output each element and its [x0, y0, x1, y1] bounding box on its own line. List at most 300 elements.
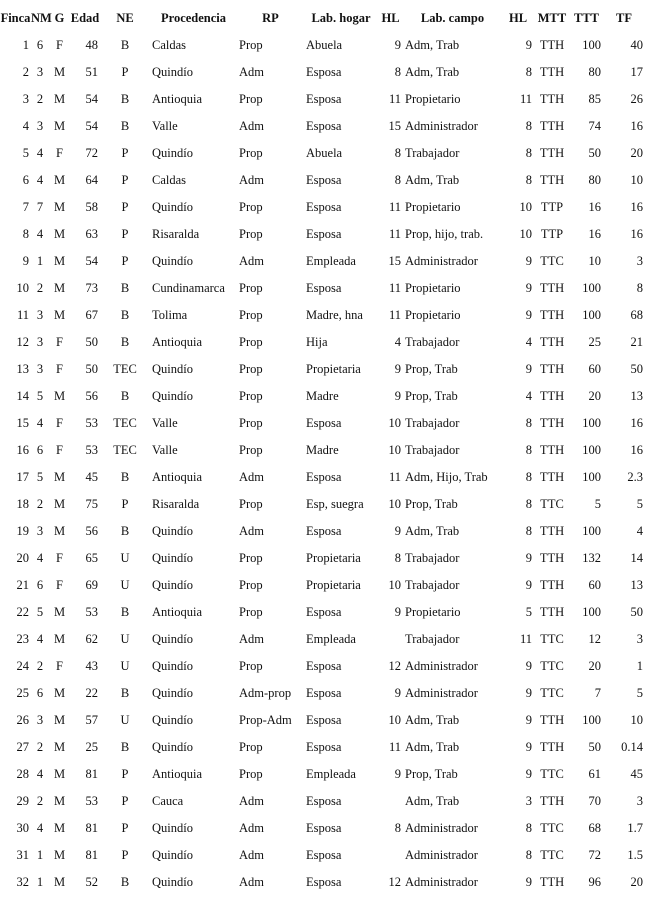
- cell-lab-hogar: Esposa: [306, 65, 342, 79]
- table-row: [0, 518, 645, 545]
- cell-ttt: 72: [588, 848, 601, 862]
- cell-hl-hogar: 10: [388, 578, 401, 592]
- cell-g: M: [53, 605, 66, 619]
- cell-ne: P: [121, 821, 129, 835]
- cell-tf: 13: [630, 389, 643, 403]
- table-row: [0, 140, 645, 167]
- cell-edad: 54: [85, 254, 98, 268]
- table-row: [0, 653, 645, 680]
- cell-hl-campo: 8: [525, 416, 532, 430]
- header-g: G: [54, 10, 65, 25]
- cell-hl-hogar: 8: [394, 173, 401, 187]
- cell-g: M: [53, 173, 66, 187]
- cell-tf: 5: [636, 497, 643, 511]
- cell-procedencia: Valle: [152, 443, 178, 457]
- cell-ttt: 20: [588, 389, 601, 403]
- cell-tf: 1: [636, 659, 643, 673]
- cell-tf: 16: [630, 119, 643, 133]
- cell-mtt: TTH: [539, 605, 565, 619]
- cell-hl-campo: 8: [525, 497, 532, 511]
- table-row: [0, 383, 645, 410]
- cell-rp: Prop: [239, 551, 263, 565]
- table-row: [0, 599, 645, 626]
- cell-lab-campo: Adm, Hijo, Trab: [405, 470, 488, 484]
- cell-hl-hogar: 11: [388, 92, 401, 106]
- cell-lab-campo: Prop, Trab: [405, 362, 458, 376]
- cell-nm: 4: [36, 632, 44, 646]
- cell-nm: 6: [36, 443, 44, 457]
- cell-lab-hogar: Esposa: [306, 200, 342, 214]
- table-row: [0, 437, 645, 464]
- cell-nm: 3: [36, 65, 44, 79]
- cell-lab-campo: Adm, Trab: [405, 713, 460, 727]
- cell-mtt: TTH: [539, 308, 565, 322]
- cell-g: F: [56, 146, 63, 160]
- cell-g: M: [53, 713, 66, 727]
- cell-lab-hogar: Esposa: [306, 875, 342, 889]
- cell-tf: 3: [636, 254, 643, 268]
- cell-ttt: 50: [588, 740, 601, 754]
- cell-hl-campo: 9: [525, 551, 532, 565]
- cell-finca: 24: [16, 659, 29, 673]
- cell-hl-campo: 9: [525, 713, 532, 727]
- cell-tf: 3: [636, 632, 643, 646]
- cell-hl-hogar: 9: [394, 38, 401, 52]
- cell-ne: P: [121, 254, 129, 268]
- cell-hl-campo: 8: [525, 146, 532, 160]
- cell-rp: Prop: [239, 92, 263, 106]
- cell-nm: 6: [36, 686, 44, 700]
- cell-lab-hogar: Madre, hna: [306, 308, 363, 322]
- cell-g: F: [56, 362, 63, 376]
- header-lab-campo: Lab. campo: [420, 10, 485, 25]
- cell-g: F: [56, 38, 63, 52]
- cell-procedencia: Quindío: [152, 200, 193, 214]
- cell-hl-hogar: 11: [388, 740, 401, 754]
- cell-tf: 1.7: [627, 821, 643, 835]
- cell-hl-campo: 8: [525, 65, 532, 79]
- cell-tf: 16: [630, 227, 643, 241]
- cell-hl-hogar: 9: [394, 362, 401, 376]
- cell-lab-campo: Prop, hijo, trab.: [405, 227, 484, 241]
- cell-lab-hogar: Propietaria: [306, 362, 361, 376]
- cell-edad: 50: [85, 335, 98, 349]
- cell-edad: 52: [85, 875, 98, 889]
- cell-ne: U: [120, 551, 130, 565]
- cell-rp: Adm: [239, 632, 264, 646]
- cell-finca: 29: [16, 794, 29, 808]
- cell-mtt: TTC: [540, 848, 564, 862]
- cell-hl-campo: 8: [525, 848, 532, 862]
- cell-finca: 6: [22, 173, 29, 187]
- cell-rp: Adm: [239, 848, 264, 862]
- cell-mtt: TTH: [539, 551, 565, 565]
- cell-edad: 81: [85, 767, 98, 781]
- cell-edad: 53: [85, 605, 98, 619]
- cell-lab-campo: Adm, Trab: [405, 38, 460, 52]
- table-row: [0, 572, 645, 599]
- cell-lab-hogar: Esposa: [306, 605, 342, 619]
- cell-lab-hogar: Abuela: [306, 38, 343, 52]
- cell-lab-hogar: Esposa: [306, 659, 342, 673]
- cell-rp: Prop: [239, 605, 263, 619]
- cell-hl-campo: 3: [525, 794, 532, 808]
- cell-procedencia: Antioquia: [152, 605, 202, 619]
- cell-lab-campo: Propietario: [405, 605, 461, 619]
- cell-lab-hogar: Empleada: [306, 632, 356, 646]
- cell-edad: 56: [85, 389, 98, 403]
- cell-lab-hogar: Propietaria: [306, 551, 361, 565]
- cell-mtt: TTH: [539, 65, 565, 79]
- cell-finca: 25: [16, 686, 29, 700]
- cell-ttt: 25: [588, 335, 601, 349]
- cell-nm: 2: [36, 740, 44, 754]
- cell-procedencia: Valle: [152, 119, 178, 133]
- cell-finca: 31: [16, 848, 29, 862]
- cell-lab-campo: Prop, Trab: [405, 389, 458, 403]
- header-tf: TF: [616, 10, 632, 25]
- cell-g: M: [53, 497, 66, 511]
- cell-tf: 40: [630, 38, 643, 52]
- cell-lab-campo: Prop, Trab: [405, 497, 458, 511]
- cell-procedencia: Quindío: [152, 686, 193, 700]
- cell-mtt: TTP: [540, 227, 564, 241]
- cell-edad: 63: [85, 227, 98, 241]
- cell-hl-hogar: 11: [388, 227, 401, 241]
- cell-finca: 30: [16, 821, 29, 835]
- cell-edad: 48: [85, 38, 98, 52]
- cell-g: M: [53, 875, 66, 889]
- cell-lab-hogar: Esposa: [306, 92, 342, 106]
- cell-hl-hogar: 10: [388, 497, 401, 511]
- cell-rp: Prop: [239, 389, 263, 403]
- cell-procedencia: Antioquia: [152, 335, 202, 349]
- cell-hl-campo: 9: [525, 281, 532, 295]
- cell-hl-campo: 11: [519, 632, 532, 646]
- cell-hl-campo: 9: [525, 659, 532, 673]
- cell-lab-campo: Adm, Trab: [405, 173, 460, 187]
- cell-g: M: [53, 65, 66, 79]
- cell-g: M: [53, 281, 66, 295]
- cell-finca: 23: [16, 632, 29, 646]
- cell-g: F: [56, 551, 63, 565]
- cell-edad: 67: [85, 308, 98, 322]
- table-row: [0, 626, 645, 653]
- cell-ne: U: [120, 578, 130, 592]
- cell-hl-hogar: 10: [388, 416, 401, 430]
- header-rp: RP: [262, 10, 279, 25]
- cell-finca: 13: [16, 362, 29, 376]
- cell-hl-campo: 11: [519, 92, 532, 106]
- cell-mtt: TTH: [539, 281, 565, 295]
- cell-lab-campo: Trabajador: [405, 632, 460, 646]
- cell-g: M: [53, 92, 66, 106]
- cell-procedencia: Quindío: [152, 551, 193, 565]
- cell-nm: 7: [36, 200, 44, 214]
- table-row: [0, 869, 645, 896]
- cell-procedencia: Quindío: [152, 146, 193, 160]
- cell-g: F: [56, 416, 63, 430]
- header-row: [0, 4, 645, 32]
- cell-rp: Adm: [239, 173, 264, 187]
- cell-ttt: 74: [588, 119, 601, 133]
- table-row: [0, 32, 645, 59]
- cell-ttt: 60: [588, 362, 601, 376]
- cell-tf: 1.5: [627, 848, 643, 862]
- cell-lab-campo: Trabajador: [405, 578, 460, 592]
- cell-hl-campo: 9: [525, 308, 532, 322]
- cell-lab-hogar: Empleada: [306, 254, 356, 268]
- cell-edad: 53: [85, 416, 98, 430]
- cell-lab-hogar: Esp, suegra: [306, 497, 364, 511]
- table-row: [0, 59, 645, 86]
- cell-g: F: [56, 443, 63, 457]
- cell-hl-hogar: [378, 842, 403, 869]
- cell-lab-campo: Administrador: [405, 875, 478, 889]
- cell-lab-campo: Administrador: [405, 848, 478, 862]
- cell-tf: 2.3: [627, 470, 643, 484]
- cell-finca: 9: [22, 254, 29, 268]
- cell-edad: 65: [85, 551, 98, 565]
- cell-tf: 13: [630, 578, 643, 592]
- cell-rp: Adm: [239, 821, 264, 835]
- cell-rp: Prop: [239, 281, 263, 295]
- cell-mtt: TTC: [540, 632, 564, 646]
- cell-tf: 21: [630, 335, 643, 349]
- cell-edad: 81: [85, 821, 98, 835]
- cell-lab-hogar: Esposa: [306, 740, 342, 754]
- cell-hl-hogar: 8: [394, 146, 401, 160]
- cell-ne: P: [121, 200, 129, 214]
- cell-mtt: TTH: [539, 146, 565, 160]
- cell-finca: 17: [16, 470, 29, 484]
- cell-rp: Adm: [239, 254, 264, 268]
- cell-procedencia: Quindío: [152, 524, 193, 538]
- table-row: [0, 356, 645, 383]
- cell-mtt: TTC: [540, 659, 564, 673]
- cell-hl-hogar: 10: [388, 713, 401, 727]
- cell-rp: Prop: [239, 767, 263, 781]
- table-row: [0, 113, 645, 140]
- cell-hl-campo: 9: [525, 38, 532, 52]
- cell-ne: B: [120, 308, 130, 322]
- cell-ttt: 100: [582, 416, 601, 430]
- cell-procedencia: Quindío: [152, 632, 193, 646]
- cell-nm: 5: [36, 605, 44, 619]
- cell-hl-campo: 9: [525, 740, 532, 754]
- cell-ttt: 100: [582, 470, 601, 484]
- cell-rp: Prop: [239, 227, 263, 241]
- cell-ne: U: [120, 659, 130, 673]
- cell-mtt: TTC: [540, 497, 564, 511]
- cell-mtt: TTC: [540, 821, 564, 835]
- cell-rp: Prop: [239, 38, 263, 52]
- cell-nm: 4: [36, 227, 44, 241]
- cell-hl-hogar: 8: [394, 551, 401, 565]
- cell-ne: B: [120, 740, 130, 754]
- cell-ttt: 100: [582, 605, 601, 619]
- cell-edad: 72: [85, 146, 98, 160]
- cell-procedencia: Cauca: [152, 794, 184, 808]
- cell-hl-campo: 9: [525, 254, 532, 268]
- cell-lab-hogar: Esposa: [306, 794, 342, 808]
- cell-tf: 50: [630, 605, 643, 619]
- cell-edad: 64: [85, 173, 98, 187]
- table-row: [0, 194, 645, 221]
- cell-rp: Prop: [239, 443, 263, 457]
- cell-lab-campo: Administrador: [405, 659, 478, 673]
- cell-g: M: [53, 524, 66, 538]
- cell-finca: 21: [16, 578, 29, 592]
- cell-mtt: TTP: [540, 200, 564, 214]
- cell-hl-campo: 9: [525, 767, 532, 781]
- cell-edad: 45: [85, 470, 98, 484]
- table-row: [0, 734, 645, 761]
- cell-procedencia: Quindío: [152, 389, 193, 403]
- cell-lab-campo: Adm, Trab: [405, 794, 460, 808]
- cell-nm: 1: [36, 254, 44, 268]
- cell-finca: 16: [16, 443, 29, 457]
- cell-edad: 56: [85, 524, 98, 538]
- cell-procedencia: Quindío: [152, 848, 193, 862]
- cell-procedencia: Quindío: [152, 821, 193, 835]
- cell-tf: 5: [636, 686, 643, 700]
- cell-procedencia: Cundinamarca: [152, 281, 225, 295]
- cell-hl-campo: 9: [525, 875, 532, 889]
- cell-hl-hogar: 9: [394, 686, 401, 700]
- cell-nm: 3: [36, 713, 44, 727]
- cell-hl-campo: 8: [525, 173, 532, 187]
- cell-lab-campo: Administrador: [405, 686, 478, 700]
- cell-procedencia: Quindío: [152, 659, 193, 673]
- cell-rp: Adm: [239, 119, 264, 133]
- header-hl-campo: HL: [508, 10, 528, 25]
- cell-mtt: TTH: [539, 794, 565, 808]
- cell-ne: B: [120, 119, 130, 133]
- cell-edad: 69: [85, 578, 98, 592]
- cell-lab-campo: Administrador: [405, 254, 478, 268]
- cell-tf: 17: [630, 65, 643, 79]
- cell-mtt: TTH: [539, 173, 565, 187]
- cell-mtt: TTH: [539, 875, 565, 889]
- cell-ttt: 100: [582, 713, 601, 727]
- cell-finca: 27: [16, 740, 29, 754]
- cell-rp: Prop: [239, 497, 263, 511]
- cell-ne: B: [120, 686, 130, 700]
- cell-nm: 5: [36, 389, 44, 403]
- cell-lab-hogar: Esposa: [306, 713, 342, 727]
- cell-ne: P: [121, 146, 129, 160]
- cell-ne: P: [121, 767, 129, 781]
- cell-procedencia: Quindío: [152, 740, 193, 754]
- cell-edad: 57: [85, 713, 98, 727]
- cell-lab-campo: Trabajador: [405, 443, 460, 457]
- cell-hl-campo: 8: [525, 470, 532, 484]
- cell-ne: P: [121, 227, 129, 241]
- cell-hl-hogar: [378, 788, 403, 815]
- cell-ne: U: [120, 632, 130, 646]
- cell-rp: Adm-prop: [239, 686, 292, 700]
- cell-procedencia: Caldas: [152, 173, 187, 187]
- cell-ttt: 68: [588, 821, 601, 835]
- cell-nm: 4: [36, 146, 44, 160]
- cell-mtt: TTH: [539, 389, 565, 403]
- cell-nm: 2: [36, 659, 44, 673]
- cell-ttt: 16: [588, 227, 601, 241]
- cell-finca: 7: [22, 200, 29, 214]
- cell-hl-hogar: 12: [388, 659, 401, 673]
- table-body: [0, 32, 645, 896]
- cell-edad: 43: [85, 659, 98, 673]
- cell-mtt: TTH: [539, 740, 565, 754]
- cell-finca: 12: [16, 335, 29, 349]
- cell-g: M: [53, 254, 66, 268]
- cell-procedencia: Risaralda: [152, 497, 200, 511]
- cell-edad: 54: [85, 92, 98, 106]
- cell-rp: Prop: [239, 578, 263, 592]
- cell-finca: 3: [22, 92, 29, 106]
- cell-finca: 20: [16, 551, 29, 565]
- cell-lab-hogar: Madre: [306, 443, 339, 457]
- table-row: [0, 707, 645, 734]
- cell-ttt: 50: [588, 146, 601, 160]
- cell-procedencia: Risaralda: [152, 227, 200, 241]
- cell-lab-campo: Propietario: [405, 200, 461, 214]
- cell-mtt: TTC: [540, 686, 564, 700]
- cell-ttt: 100: [582, 524, 601, 538]
- cell-lab-campo: Administrador: [405, 119, 478, 133]
- cell-hl-hogar: 11: [388, 470, 401, 484]
- cell-procedencia: Quindío: [152, 875, 193, 889]
- cell-nm: 4: [36, 173, 44, 187]
- cell-rp: Prop: [239, 416, 263, 430]
- cell-tf: 14: [630, 551, 643, 565]
- cell-edad: 54: [85, 119, 98, 133]
- cell-nm: 4: [36, 416, 44, 430]
- cell-g: M: [53, 767, 66, 781]
- cell-lab-campo: Adm, Trab: [405, 524, 460, 538]
- cell-ttt: 5: [594, 497, 601, 511]
- cell-finca: 10: [16, 281, 29, 295]
- cell-finca: 22: [16, 605, 29, 619]
- cell-edad: 75: [85, 497, 98, 511]
- cell-procedencia: Quindío: [152, 362, 193, 376]
- cell-procedencia: Quindío: [152, 65, 193, 79]
- header-lab-hogar: Lab. hogar: [311, 10, 371, 25]
- cell-rp: Adm: [239, 65, 264, 79]
- cell-g: M: [53, 686, 66, 700]
- cell-tf: 45: [630, 767, 643, 781]
- cell-mtt: TTH: [539, 713, 565, 727]
- cell-ne: P: [121, 848, 129, 862]
- cell-tf: 16: [630, 416, 643, 430]
- cell-ttt: 132: [582, 551, 601, 565]
- cell-mtt: TTH: [539, 362, 565, 376]
- header-procedencia: Procedencia: [160, 10, 227, 25]
- cell-lab-campo: Trabajador: [405, 551, 460, 565]
- cell-ttt: 60: [588, 578, 601, 592]
- cell-edad: 58: [85, 200, 98, 214]
- cell-tf: 10: [630, 713, 643, 727]
- cell-hl-hogar: 11: [388, 200, 401, 214]
- cell-ttt: 70: [588, 794, 601, 808]
- cell-hl-campo: 4: [525, 335, 532, 349]
- header-mtt: MTT: [537, 10, 567, 25]
- cell-lab-hogar: Esposa: [306, 173, 342, 187]
- cell-nm: 2: [36, 281, 44, 295]
- cell-mtt: TTC: [540, 767, 564, 781]
- table-row: [0, 545, 645, 572]
